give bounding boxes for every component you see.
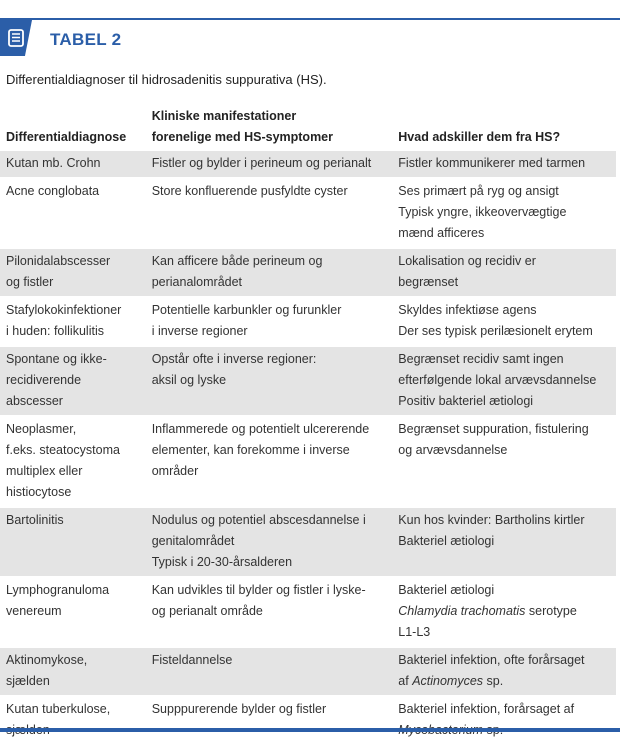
- diagnosis-cell: [0, 248, 146, 297]
- cell-line: og perianalt område: [151, 604, 263, 618]
- column-header: [0, 106, 146, 150]
- manifestation-cell: [146, 416, 393, 507]
- cell-line: Der ses typisk perilæsionelt erytem: [398, 324, 593, 338]
- cell-line: recidiverende: [6, 373, 82, 387]
- cell-line: aksil og lyske: [151, 373, 227, 387]
- cell-line: Bakteriel ætiologi: [398, 583, 495, 597]
- cell-line: Fistler og bylder i perineum og perianalt: [151, 156, 372, 170]
- column-header: [146, 106, 393, 150]
- cell-line: begrænset: [398, 275, 459, 289]
- cell-line: Begrænset suppuration, fistulering: [398, 422, 589, 436]
- cell-line: Bartolinitis: [6, 513, 64, 527]
- manifestation-cell: [146, 577, 393, 647]
- table-row: [0, 507, 616, 577]
- cell-line: Chlamydia trachomatis serotype: [398, 604, 577, 618]
- table-row: [0, 577, 616, 647]
- diagnosis-cell: [0, 416, 146, 507]
- distinction-cell: [392, 178, 616, 248]
- table-row: [0, 346, 616, 416]
- table-row: [0, 178, 616, 248]
- manifestation-cell: [146, 647, 393, 696]
- cell-line: Bakteriel ætiologi: [398, 534, 495, 548]
- cell-line: abscesser: [6, 394, 63, 408]
- cell-line: Pilonidalabscesser: [6, 254, 111, 268]
- cell-line: Potentielle karbunkler og furunkler: [151, 303, 342, 317]
- diagnosis-cell: [0, 647, 146, 696]
- top-rule: [0, 18, 620, 20]
- manifestation-cell: [146, 248, 393, 297]
- cell-line: Kutan tuberkulose,: [6, 702, 111, 716]
- distinction-cell: [392, 416, 616, 507]
- cell-line: mænd afficeres: [398, 226, 485, 240]
- manifestation-cell: [146, 696, 393, 744]
- cell-line: efterfølgende lokal arvævsdannelse: [398, 373, 597, 387]
- table-row: [0, 248, 616, 297]
- document-list-icon: [8, 29, 24, 47]
- cell-line: Skyldes infektiøse agens: [398, 303, 537, 317]
- cell-line: Typisk yngre, ikkeovervægtige: [398, 205, 567, 219]
- diagnosis-cell: [0, 297, 146, 346]
- cell-line: Hvad adskiller dem fra HS?: [398, 130, 561, 144]
- manifestation-cell: [146, 150, 393, 178]
- cell-line: Stafylokokinfektioner: [6, 303, 122, 317]
- diagnosis-cell: [0, 346, 146, 416]
- cell-line: Differentialdiagnose: [6, 130, 127, 144]
- cell-line: Spontane og ikke-: [6, 352, 107, 366]
- cell-line: og arvævsdannelse: [398, 443, 508, 457]
- cell-line: Nodulus og potentiel abscesdannelse i: [151, 513, 366, 527]
- distinction-cell: [392, 346, 616, 416]
- cell-line: elementer, kan forekomme i inverse: [151, 443, 350, 457]
- cell-line: Kliniske manifestationer: [151, 109, 297, 123]
- diagnosis-cell: [0, 507, 146, 577]
- distinction-cell: [392, 248, 616, 297]
- table-header-row: [0, 106, 616, 150]
- cell-line: Lokalisation og recidiv er: [398, 254, 536, 268]
- distinction-cell: [392, 297, 616, 346]
- table-row: [0, 150, 616, 178]
- table-title: TABEL 2: [50, 30, 122, 49]
- cell-line: Ses primært på ryg og ansigt: [398, 184, 559, 198]
- distinction-cell: [392, 150, 616, 178]
- cell-line: forenelige med HS-symptomer: [151, 130, 333, 144]
- cell-line: Kutan mb. Crohn: [6, 156, 101, 170]
- cell-line: af Actinomyces sp.: [398, 674, 504, 688]
- cell-line: Neoplasmer,: [6, 422, 77, 436]
- distinction-cell: [392, 696, 616, 744]
- cell-line: i inverse regioner: [151, 324, 248, 338]
- cell-line: L1-L3: [398, 625, 431, 639]
- cell-line: Kan udvikles til bylder og fistler i lyske-: [151, 583, 366, 597]
- bottom-rule: [0, 728, 620, 732]
- cell-line: Store konfluerende pusfyldte cyster: [151, 184, 348, 198]
- cell-line: Fisteldannelse: [151, 653, 233, 667]
- cell-line: Bakteriel infektion, forårsaget af: [398, 702, 575, 716]
- table-badge: [0, 20, 32, 56]
- cell-line: Aktinomykose,: [6, 653, 88, 667]
- manifestation-cell: [146, 346, 393, 416]
- table-row: [0, 297, 616, 346]
- cell-line: Begrænset recidiv samt ingen: [398, 352, 564, 366]
- manifestation-cell: [146, 507, 393, 577]
- table-caption: Differentialdiagnoser til hidrosadenitis suppurativa (HS).: [6, 72, 327, 87]
- cell-line: i huden: follikulitis: [6, 324, 104, 338]
- cell-line: Kan afficere både perineum og: [151, 254, 323, 268]
- cell-line: Supppurerende bylder og fistler: [151, 702, 327, 716]
- cell-line: Acne conglobata: [6, 184, 100, 198]
- cell-line: genitalområdet: [151, 534, 235, 548]
- distinction-cell: [392, 577, 616, 647]
- cell-line: f.eks. steatocystoma: [6, 443, 120, 457]
- diagnosis-cell: [0, 178, 146, 248]
- column-header: [392, 106, 616, 150]
- cell-line: Bakteriel infektion, ofte forårsaget: [398, 653, 585, 667]
- cell-line: multiplex eller: [6, 464, 83, 478]
- differential-diagnosis-table: [0, 106, 616, 744]
- cell-line: perianalområdet: [151, 275, 243, 289]
- cell-line: Typisk i 20-30-årsalderen: [151, 555, 293, 569]
- cell-line: sjælden: [6, 674, 50, 688]
- table-row: [0, 416, 616, 507]
- cell-line: histiocytose: [6, 485, 72, 499]
- cell-line: områder: [151, 464, 199, 478]
- cell-line: og fistler: [6, 275, 54, 289]
- diagnosis-cell: [0, 577, 146, 647]
- manifestation-cell: [146, 178, 393, 248]
- cell-line: Inflammerede og potentielt ulcererende: [151, 422, 370, 436]
- cell-line: Lymphogranuloma: [6, 583, 110, 597]
- cell-line: Opstår ofte i inverse regioner:: [151, 352, 317, 366]
- cell-line: venereum: [6, 604, 62, 618]
- distinction-cell: [392, 647, 616, 696]
- manifestation-cell: [146, 297, 393, 346]
- diagnosis-cell: [0, 150, 146, 178]
- cell-line: Positiv bakteriel ætiologi: [398, 394, 534, 408]
- table-row: [0, 647, 616, 696]
- table-row: [0, 696, 616, 744]
- distinction-cell: [392, 507, 616, 577]
- cell-line: Fistler kommunikerer med tarmen: [398, 156, 586, 170]
- diagnosis-cell: [0, 696, 146, 744]
- cell-line: Kun hos kvinder: Bartholins kirtler: [398, 513, 585, 527]
